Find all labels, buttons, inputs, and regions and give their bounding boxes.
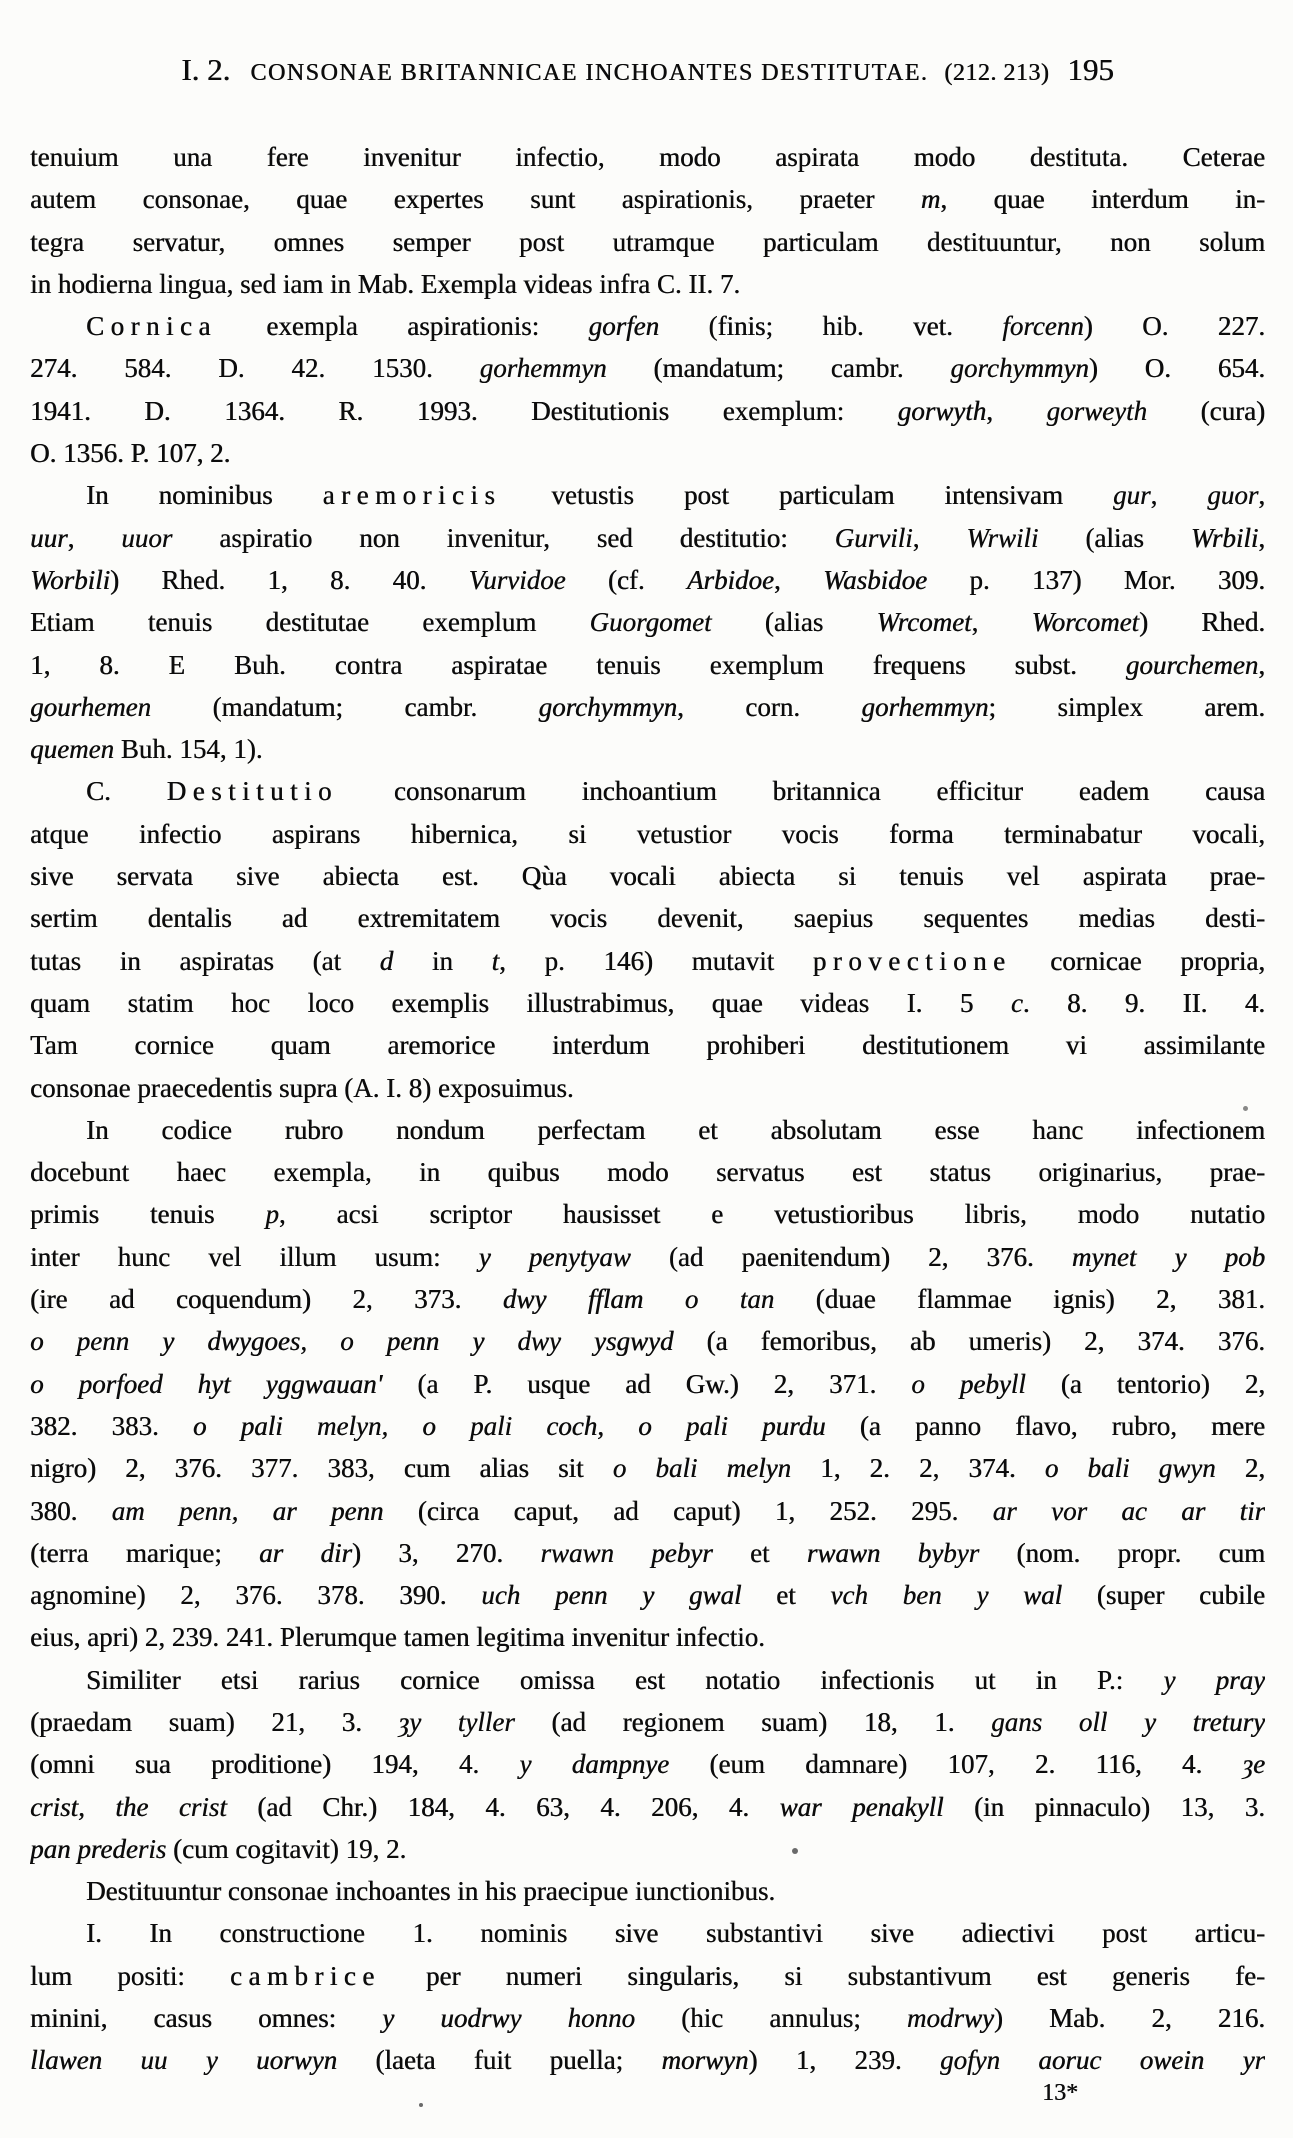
page-number: 195 [1067, 52, 1114, 87]
celtic-term-italic: Worbili [30, 564, 111, 595]
text-line [30, 432, 1265, 474]
text-run: aspiratio non invenitur, sed destitutio: [172, 522, 835, 553]
text-line [30, 813, 1265, 855]
emphasized-spaced-term: Cornica [86, 311, 217, 342]
text-run: (finis; hib. vet. [659, 311, 1003, 342]
text-run: 382. 383. [30, 1410, 193, 1441]
running-header [30, 52, 1265, 88]
celtic-term-italic: crist, the crist [30, 1791, 227, 1822]
text-run: 274. 584. D. 42. 1530. [30, 353, 480, 384]
text-line [30, 2039, 1265, 2081]
celtic-term-italic: morwyn [661, 2045, 749, 2076]
text-run: , [1258, 522, 1265, 553]
text-line [30, 1490, 1265, 1532]
celtic-term-italic: gans oll y tretury [991, 1706, 1265, 1737]
celtic-term-italic: o pebyll [911, 1368, 1026, 1399]
text-line [30, 770, 1265, 812]
text-run: (hic annulus; [634, 2003, 907, 2034]
text-run: ) Rhed. 1, 8. 40. [110, 564, 469, 595]
text-line [30, 1786, 1265, 1828]
text-line [30, 897, 1265, 939]
text-run: atque infectio aspirans hibernica, si vetustior vocis forma terminabatur vocali, [30, 818, 1265, 849]
text-run: ) O. 227. [1083, 311, 1265, 342]
text-run: ) 3, 270. [351, 1537, 541, 1568]
text-line [30, 1743, 1265, 1785]
text-line [30, 1363, 1265, 1405]
text-line [30, 1828, 1265, 1870]
text-run: et [741, 1580, 831, 1611]
text-run: ) O. 654. [1088, 353, 1265, 384]
celtic-term-italic: Wrcomet [876, 607, 972, 638]
celtic-term-italic: p [265, 1199, 279, 1230]
text-line [30, 686, 1265, 728]
celtic-term-italic: Wrwili [966, 522, 1039, 553]
text-line [30, 390, 1265, 432]
celtic-term-italic: uur [30, 522, 68, 553]
text-line [30, 1067, 1265, 1109]
text-line [30, 1278, 1265, 1320]
text-run: 1, 2. 2, 374. [791, 1453, 1045, 1484]
scan-speck [419, 2103, 423, 2107]
celtic-term-italic: o pali melyn, o pali coch, o pali purdu [192, 1410, 826, 1441]
text-line [30, 982, 1265, 1024]
text-line [30, 1236, 1265, 1278]
celtic-term-italic: Wrbili [1190, 522, 1259, 553]
celtic-term-italic: y dampnye [519, 1749, 670, 1780]
text-run: Similiter etsi rarius cornice omissa est notatio infectionis ut in P.: [86, 1664, 1164, 1695]
text-line [30, 1024, 1265, 1066]
text-run: exempla aspirationis: [216, 311, 589, 342]
running-title: CONSONAE BRITANNICAE INCHOANTES DESTITUTAE. [250, 60, 929, 86]
text-line [30, 1616, 1265, 1658]
text-run: 2, [1215, 1453, 1265, 1484]
celtic-term-italic: ar vor ac ar tir [992, 1495, 1265, 1526]
text-run: (mandatum; cambr. [151, 691, 539, 722]
text-line [30, 1659, 1265, 1701]
text-run: , acsi scriptor hausisset e vetustioribus libris, modo nutatio [278, 1199, 1265, 1230]
celtic-term-italic: gorhemmyn [861, 691, 989, 722]
celtic-term-italic: uch penn y gwal [481, 1580, 742, 1611]
celtic-term-italic: Arbidoe [686, 564, 774, 595]
text-run: (a tentorio) 2, [1025, 1368, 1265, 1399]
celtic-term-italic: gorweyth [1046, 395, 1147, 426]
celtic-term-italic: o bali melyn [612, 1453, 791, 1484]
text-run: (praedam suam) 21, 3. [30, 1706, 399, 1737]
text-run: (alias [711, 607, 877, 638]
celtic-term-italic: forcenn [1002, 311, 1084, 342]
celtic-term-italic: Gurvili [834, 522, 913, 553]
celtic-term-italic: mynet y pob [1071, 1241, 1265, 1272]
text-line [30, 1532, 1265, 1574]
text-line [30, 221, 1265, 263]
text-line [30, 1997, 1265, 2039]
text-run: (ire ad coquendum) 2, 373. [30, 1284, 503, 1315]
text-run: , quae interdum in- [940, 184, 1265, 215]
text-run: In nominibus [86, 480, 323, 511]
text-run: consonae praecedentis supra (A. I. 8) exposuimus. [30, 1072, 574, 1103]
chapter-section-number: I. 2. [181, 52, 231, 87]
celtic-term-italic: ar dir [259, 1537, 352, 1568]
celtic-term-italic: gourchemen [1125, 649, 1259, 680]
celtic-term-italic: Guorgomet [589, 607, 712, 638]
text-line [30, 1109, 1265, 1151]
text-run: ) 1, 239. [748, 2045, 940, 2076]
celtic-term-italic: gorchymmyn [538, 691, 678, 722]
text-run: (cura) [1146, 395, 1265, 426]
text-line [30, 474, 1265, 516]
text-run: et [712, 1537, 807, 1568]
text-line [30, 644, 1265, 686]
text-run: ) Mab. 2, 216. [993, 2003, 1265, 2034]
text-run: lum positi: [30, 1960, 230, 1991]
text-line [30, 1912, 1265, 1954]
text-run: C. [86, 776, 167, 807]
text-run: , corn. [677, 691, 862, 722]
text-run: (ad Chr.) 184, 4. 63, 4. 206, 4. [226, 1791, 780, 1822]
text-run: , [986, 395, 1047, 426]
text-run: consonarum inchoantium britannica efficitur eadem causa [337, 776, 1265, 807]
text-run: , [971, 607, 1032, 638]
text-line [30, 728, 1265, 770]
text-run: tegra servatur, omnes semper post utramque particulam destituuntur, non solum [30, 226, 1265, 257]
text-line [30, 1320, 1265, 1362]
celtic-term-italic: rwawn bybyr [806, 1537, 980, 1568]
celtic-term-italic: vch ben y wal [830, 1580, 1063, 1611]
text-run: (mandatum; cambr. [606, 353, 951, 384]
text-run: . 8. 9. II. 4. [1022, 987, 1265, 1018]
text-run: in [393, 945, 492, 976]
text-run: , [67, 522, 122, 553]
celtic-term-italic: quemen [30, 734, 114, 765]
text-line [30, 1955, 1265, 1997]
text-run: docebunt haec exempla, in quibus modo servatus est status originarius, prae- [30, 1157, 1265, 1188]
text-run: (circa caput, ad caput) 1, 252. 295. [383, 1495, 993, 1526]
text-line [30, 347, 1265, 389]
celtic-term-italic: gorwyth [897, 395, 987, 426]
scan-speck [792, 1848, 798, 1854]
text-line [30, 1447, 1265, 1489]
celtic-term-italic: o penn y dwygoes, o penn y dwy ysgwyd [30, 1326, 674, 1357]
text-line [30, 517, 1265, 559]
text-run: Etiam tenuis destitutae exemplum [30, 607, 590, 638]
celtic-term-italic: am penn, ar penn [111, 1495, 384, 1526]
text-run: (terra marique; [30, 1537, 260, 1568]
celtic-term-italic: uuor [121, 522, 173, 553]
celtic-term-italic: Vurvidoe [468, 564, 566, 595]
scan-speck [1243, 1106, 1248, 1111]
text-line [30, 1574, 1265, 1616]
text-line [30, 1193, 1265, 1235]
celtic-term-italic: y uodrwy honno [382, 2003, 635, 2034]
text-run: (alias [1038, 522, 1191, 553]
celtic-term-italic: c [1010, 987, 1023, 1018]
text-run: , [1258, 480, 1265, 511]
text-run: 1, 8. E Buh. contra aspiratae tenuis exemplum frequens subst. [30, 649, 1126, 680]
celtic-term-italic: m [920, 184, 941, 215]
text-run: I. In constructione 1. nominis sive substantivi sive adiectivi post articu- [86, 1918, 1265, 1949]
text-run: ) Rhed. [1139, 607, 1265, 638]
celtic-term-italic: ȝe [1242, 1749, 1265, 1780]
celtic-term-italic: gur [1112, 480, 1151, 511]
celtic-term-italic: gourhemen [30, 691, 151, 722]
text-line [30, 136, 1265, 178]
text-line [30, 1405, 1265, 1447]
text-line [30, 601, 1265, 643]
text-run: minini, casus omnes: [30, 2003, 383, 2034]
text-line [30, 1151, 1265, 1193]
text-run: (cf. [565, 564, 687, 595]
text-run: inter hunc vel illum usum: [30, 1241, 479, 1272]
text-run: (omni sua proditione) 194, 4. [30, 1749, 520, 1780]
text-run: (eum damnare) 107, 2. 116, 4. [669, 1749, 1243, 1780]
text-run: (in pinnaculo) 13, 3. [943, 1791, 1265, 1822]
celtic-term-italic: gorchymmyn [950, 353, 1089, 384]
celtic-term-italic: gorhemmyn [479, 353, 607, 384]
text-run: in hodierna lingua, sed iam in Mab. Exempla videas infra C. II. 7. [30, 268, 741, 299]
text-run: agnomine) 2, 376. 378. 390. [30, 1580, 482, 1611]
paragraph-reference: (212. 213) [944, 60, 1050, 86]
text-run: cornicae propria, [1011, 945, 1265, 976]
celtic-term-italic: Wasbidoe [823, 564, 928, 595]
text-run: quam statim hoc loco exemplis illustrabimus, quae videas I. 5 [30, 987, 1011, 1018]
text-run: tutas in aspiratas (at [30, 945, 380, 976]
text-run: (a P. usque ad Gw.) 2, 371. [382, 1368, 912, 1399]
emphasized-spaced-term: Destitutio [166, 776, 338, 807]
text-run: primis tenuis [30, 1199, 266, 1230]
celtic-term-italic: gofyn aoruc owein yr [939, 2045, 1265, 2076]
text-run: 380. [30, 1495, 112, 1526]
text-run: (laeta fuit puella; [337, 2045, 662, 2076]
celtic-term-italic: modrwy [906, 2003, 994, 2034]
text-run: (duae flammae ignis) 2, 381. [774, 1284, 1265, 1315]
celtic-term-italic: llawen uu y uorwyn [30, 2045, 338, 2076]
celtic-term-italic: rwawn pebyr [540, 1537, 713, 1568]
text-run: (ad regionem suam) 18, 1. [514, 1706, 992, 1737]
text-run: autem consonae, quae expertes sunt aspirationis, praeter [30, 184, 921, 215]
text-run: In codice rubro nondum perfectam et absolutam esse hanc infectionem [86, 1114, 1265, 1145]
text-run: ; simplex arem. [988, 691, 1265, 722]
text-run: , p. 146) mutavit [499, 945, 813, 976]
text-run: (nom. propr. cum [979, 1537, 1265, 1568]
text-run: O. 1356. P. 107, 2. [30, 438, 231, 469]
celtic-term-italic: gorfen [588, 311, 660, 342]
emphasized-spaced-term: cambrice [229, 1960, 381, 1991]
text-run: Buh. 154, 1). [113, 734, 263, 765]
text-run: , [773, 564, 823, 595]
text-run: (super cubile [1062, 1580, 1265, 1611]
emphasized-spaced-term: aremoricis [322, 480, 502, 511]
text-run: (a panno flavo, rubro, mere [825, 1410, 1265, 1441]
text-line [30, 1870, 1265, 1912]
text-run: nigro) 2, 376. 377. 383, cum alias sit [30, 1453, 613, 1484]
celtic-term-italic: o porfoed hyt yggwauan' [30, 1368, 383, 1399]
text-run: vetustis post particulam intensivam [501, 480, 1113, 511]
text-run: Destituuntur consonae inchoantes in his praecipue iunctionibus. [86, 1876, 776, 1907]
celtic-term-italic: dwy fflam o tan [502, 1284, 775, 1315]
celtic-term-italic: t [491, 945, 500, 976]
text-run: (cum cogitavit) 19, 2. [166, 1833, 407, 1864]
text-run: sertim dentalis ad extremitatem vocis devenit, saepius sequentes medias desti- [30, 903, 1265, 934]
celtic-term-italic: war penakyll [779, 1791, 944, 1822]
celtic-term-italic: pan prederis [30, 1833, 167, 1864]
text-run: (a femoribus, ab umeris) 2, 374. 376. [673, 1326, 1265, 1357]
text-line [30, 263, 1265, 305]
celtic-term-italic: d [379, 945, 394, 976]
page-body [30, 136, 1265, 2082]
text-run: tenuium una fere invenitur infectio, modo aspirata modo destituta. Ceterae [30, 142, 1265, 172]
printer-signature: 13* [1042, 2080, 1078, 2106]
text-run: (ad paenitendum) 2, 376. [630, 1241, 1072, 1272]
text-run: sive servata sive abiecta est. Qùa vocali abiecta si tenuis vel aspirata prae- [30, 861, 1265, 892]
text-run: per numeri singularis, si substantivum est generis fe- [380, 1960, 1265, 1991]
celtic-term-italic: Worcomet [1031, 607, 1139, 638]
celtic-term-italic: y penytyaw [478, 1241, 631, 1272]
text-run: , [912, 522, 967, 553]
text-line [30, 559, 1265, 601]
text-run: Tam cornice quam aremorice interdum prohiberi destitutionem vi assimilante [30, 1030, 1265, 1061]
celtic-term-italic: guor [1207, 480, 1259, 511]
text-line [30, 940, 1265, 982]
text-run: , [1258, 649, 1265, 680]
text-line [30, 855, 1265, 897]
text-run: p. 137) Mor. 309. [927, 564, 1265, 595]
text-run: , [1150, 480, 1208, 511]
text-run: 1941. D. 1364. R. 1993. Destitutionis exemplum: [30, 395, 898, 426]
celtic-term-italic: o bali gwyn [1044, 1453, 1216, 1484]
text-line [30, 305, 1265, 347]
text-line [30, 178, 1265, 220]
celtic-term-italic: ȝy tyller [398, 1706, 515, 1737]
text-run: eius, apri) 2, 239. 241. Plerumque tamen legitima invenitur infectio. [30, 1622, 765, 1653]
emphasized-spaced-term: provectione [812, 945, 1012, 976]
celtic-term-italic: y pray [1163, 1664, 1265, 1695]
text-line [30, 1701, 1265, 1743]
